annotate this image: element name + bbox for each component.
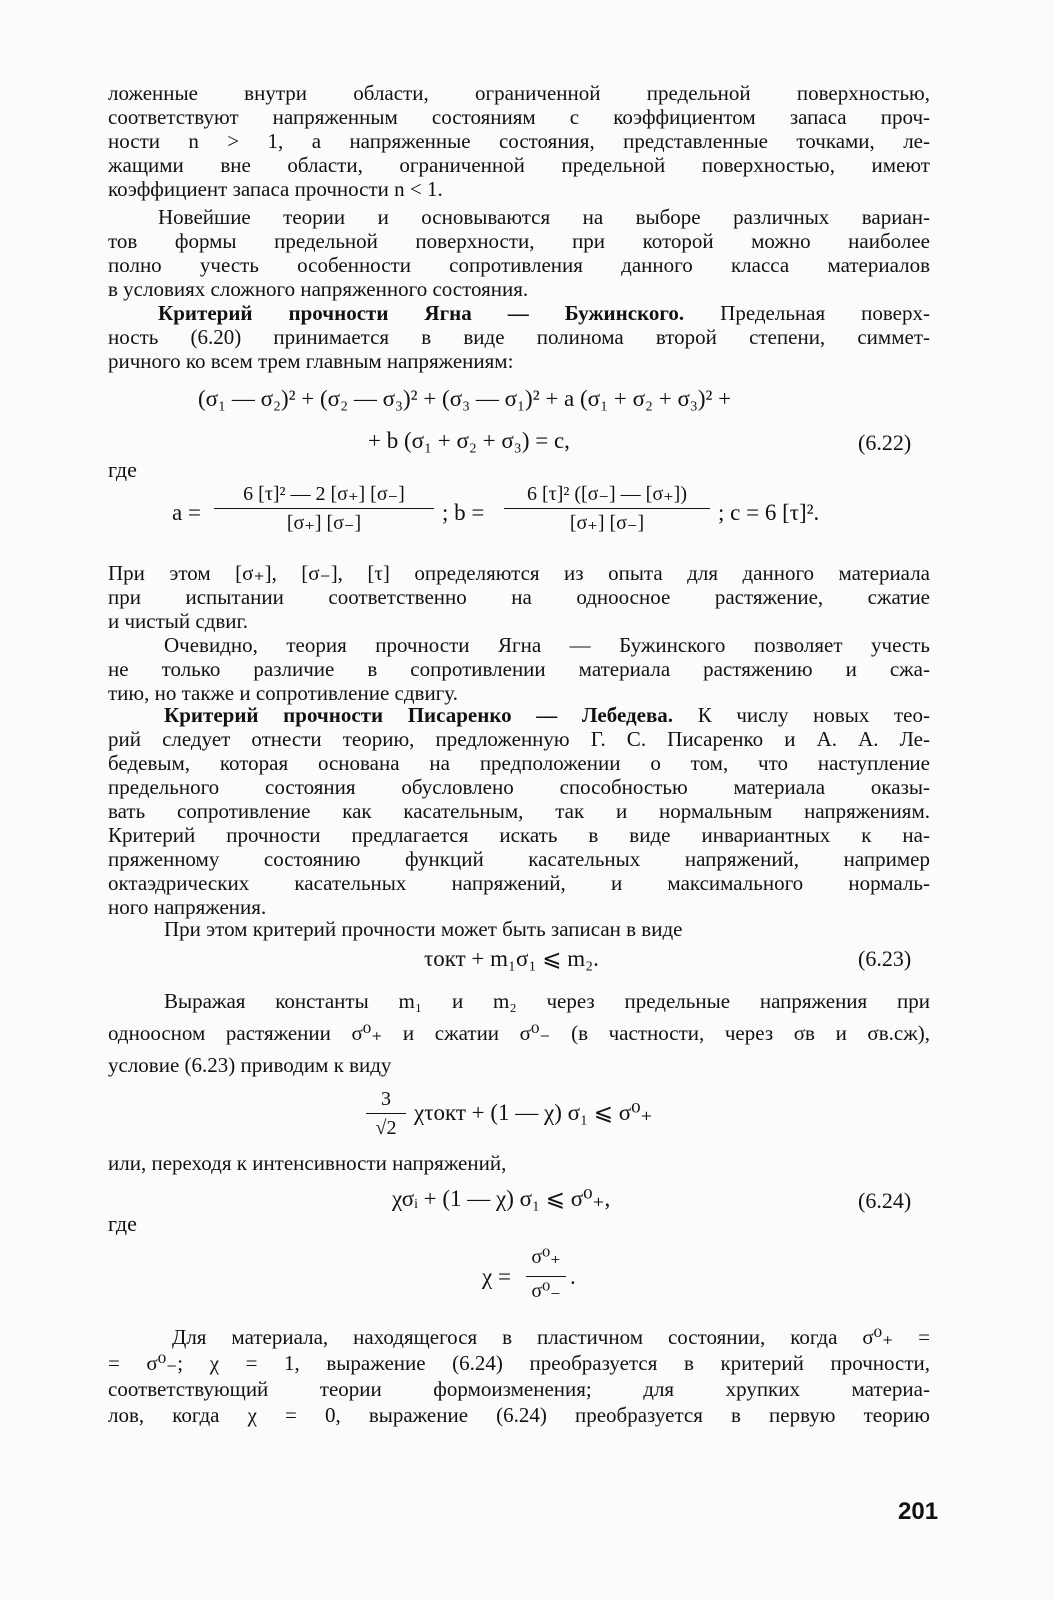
text-line — [108, 1430, 930, 1453]
equation-number: (6.23) — [858, 946, 912, 971]
text-line: или, переходя к интенсивности напряжений, — [108, 1152, 507, 1175]
text-line: при испытании соответственно на одноосное растяжение, сжатие — [108, 586, 930, 609]
formula-6-23: τокт + m₁σ₁ ⩽ m₂. — [424, 946, 599, 971]
section-heading: Критерий прочности Ягна — Бужинского. — [158, 302, 685, 325]
text-line: в условиях сложного напряженного состояния. — [108, 278, 529, 301]
text-line: Критерий прочности предлагается искать в виде инвариантных к на- — [108, 824, 930, 847]
text-line: ного напряжения. — [108, 896, 267, 919]
text-line: ности n > 1, а напряженные состояния, представленные точками, ле- — [108, 130, 930, 153]
text-line: = σ⁰₋; χ = 1, выражение (6.24) преобразуется в критерий прочности, — [108, 1352, 930, 1375]
text-line: Очевидно, теория прочности Ягна — Бужинского позволяет учесть — [164, 634, 930, 657]
formula-c: ; c = 6 [τ]². — [718, 500, 820, 525]
text-fragment: Предельная поверх- — [720, 302, 930, 325]
formula-b-denominator: [σ₊] [σ₋] — [569, 512, 645, 534]
text-line: где — [108, 458, 137, 481]
text-line: пряженному состоянию функций касательных напряжений, например — [108, 848, 930, 871]
text-line: Выражая константы m₁ и m₂ через предельные напряжения при — [164, 990, 930, 1013]
formula-6-22-line2: + b (σ₁ + σ₂ + σ₃) = c, — [368, 428, 570, 453]
text-line: октаэдрических касательных напряжений, и максимального нормаль- — [108, 872, 930, 895]
formula-chi-dot: . — [570, 1264, 576, 1289]
text-line: соответствуют напряженным состояниям с коэффициентом запаса проч- — [108, 106, 930, 129]
text-line: ложенные внутри области, ограниченной предельной поверхностью, — [108, 82, 930, 105]
text-line: соответствующий теории формоизменения; для хрупких материа- — [108, 1378, 930, 1401]
text-line: не только различие в сопротивлении материала растяжению и сжа- — [108, 658, 930, 681]
text-line — [158, 302, 930, 325]
text-line: лов, когда χ = 0, выражение (6.24) преобразуется в первую теорию — [108, 1404, 930, 1427]
fraction-bar — [504, 508, 710, 509]
text-line: рий следует отнести теорию, предложенную Г. С. Писаренко и А. А. Ле- — [108, 728, 930, 751]
formula-sqrt-denominator: √2 — [375, 1117, 397, 1139]
text-line — [164, 704, 930, 727]
page-number: 201 — [898, 1498, 939, 1525]
text-line: жащими вне области, ограниченной предельной поверхностью, имеют — [108, 154, 930, 177]
section-heading: Критерий прочности Писаренко — Лебедева. — [164, 704, 674, 727]
text-line: Для материала, находящегося в пластичном состоянии, когда σ⁰₊ = — [172, 1326, 930, 1349]
text-line: полно учесть особенности сопротивления данного класса материалов — [108, 254, 930, 277]
formula-b-label: ; b = — [442, 500, 485, 525]
equation-number: (6.24) — [858, 1188, 912, 1213]
text-line: При этом [σ₊], [σ₋], [τ] определяются из опыта для данного материала — [108, 562, 930, 585]
equation-number: (6.22) — [858, 430, 912, 455]
formula-chi-numerator: σ⁰₊ — [531, 1246, 561, 1268]
text-line: тию, но также и сопротивление сдвигу. — [108, 682, 458, 705]
text-fragment: К числу новых тео- — [697, 704, 930, 727]
text-line: где — [108, 1212, 137, 1235]
text-line: одноосном растяжении σ⁰₊ и сжатии σ⁰₋ (в частности, через σв и σв.сж), — [108, 1022, 930, 1045]
formula-6-22-line1: (σ₁ — σ₂)² + (σ₂ — σ₃)² + (σ₃ — σ₁)² + a (σ₁ + σ₂ + σ₃)² + — [198, 386, 732, 411]
formula-sqrt-rest: χτокт + (1 — χ) σ₁ ⩽ σ⁰₊ — [414, 1100, 653, 1125]
formula-a-numerator: 6 [τ]² — 2 [σ₊] [σ₋] — [243, 483, 405, 505]
text-line: и чистый сдвиг. — [108, 610, 249, 633]
text-line: При этом критерий прочности может быть записан в виде — [164, 918, 683, 941]
text-line: предельного состояния обусловлено способностью материала оказы- — [108, 776, 930, 799]
text-line: бедевым, которая основана на предположении о том, что наступление — [108, 752, 930, 775]
text-line: тов формы предельной поверхности, при которой можно наиболее — [108, 230, 930, 253]
fraction-bar — [366, 1113, 406, 1114]
formula-chi-denominator: σ⁰₋ — [531, 1280, 561, 1302]
formula-a-label: a = — [172, 500, 201, 525]
formula-a-denominator: [σ₊] [σ₋] — [286, 512, 362, 534]
text-line: коэффициент запаса прочности n < 1. — [108, 178, 443, 201]
text-line: ность (6.20) принимается в виде полинома второй степени, симмет- — [108, 326, 930, 349]
text-line: ричного ко всем трем главным напряжениям: — [108, 350, 514, 373]
formula-6-24: χσᵢ + (1 — χ) σ₁ ⩽ σ⁰₊, — [392, 1186, 611, 1211]
text-line: условие (6.23) приводим к виду — [108, 1054, 392, 1077]
formula-chi-lhs: χ = — [482, 1264, 511, 1289]
text-line: вать сопротивление как касательным, так и нормальным напряжениям. — [108, 800, 930, 823]
fraction-bar — [526, 1276, 566, 1277]
fraction-bar — [214, 508, 434, 509]
formula-b-numerator: 6 [τ]² ([σ₋] — [σ₊]) — [527, 483, 687, 505]
formula-sqrt-numerator: 3 — [381, 1088, 391, 1110]
text-line: Новейшие теории и основываются на выборе различных вариан- — [158, 206, 930, 229]
